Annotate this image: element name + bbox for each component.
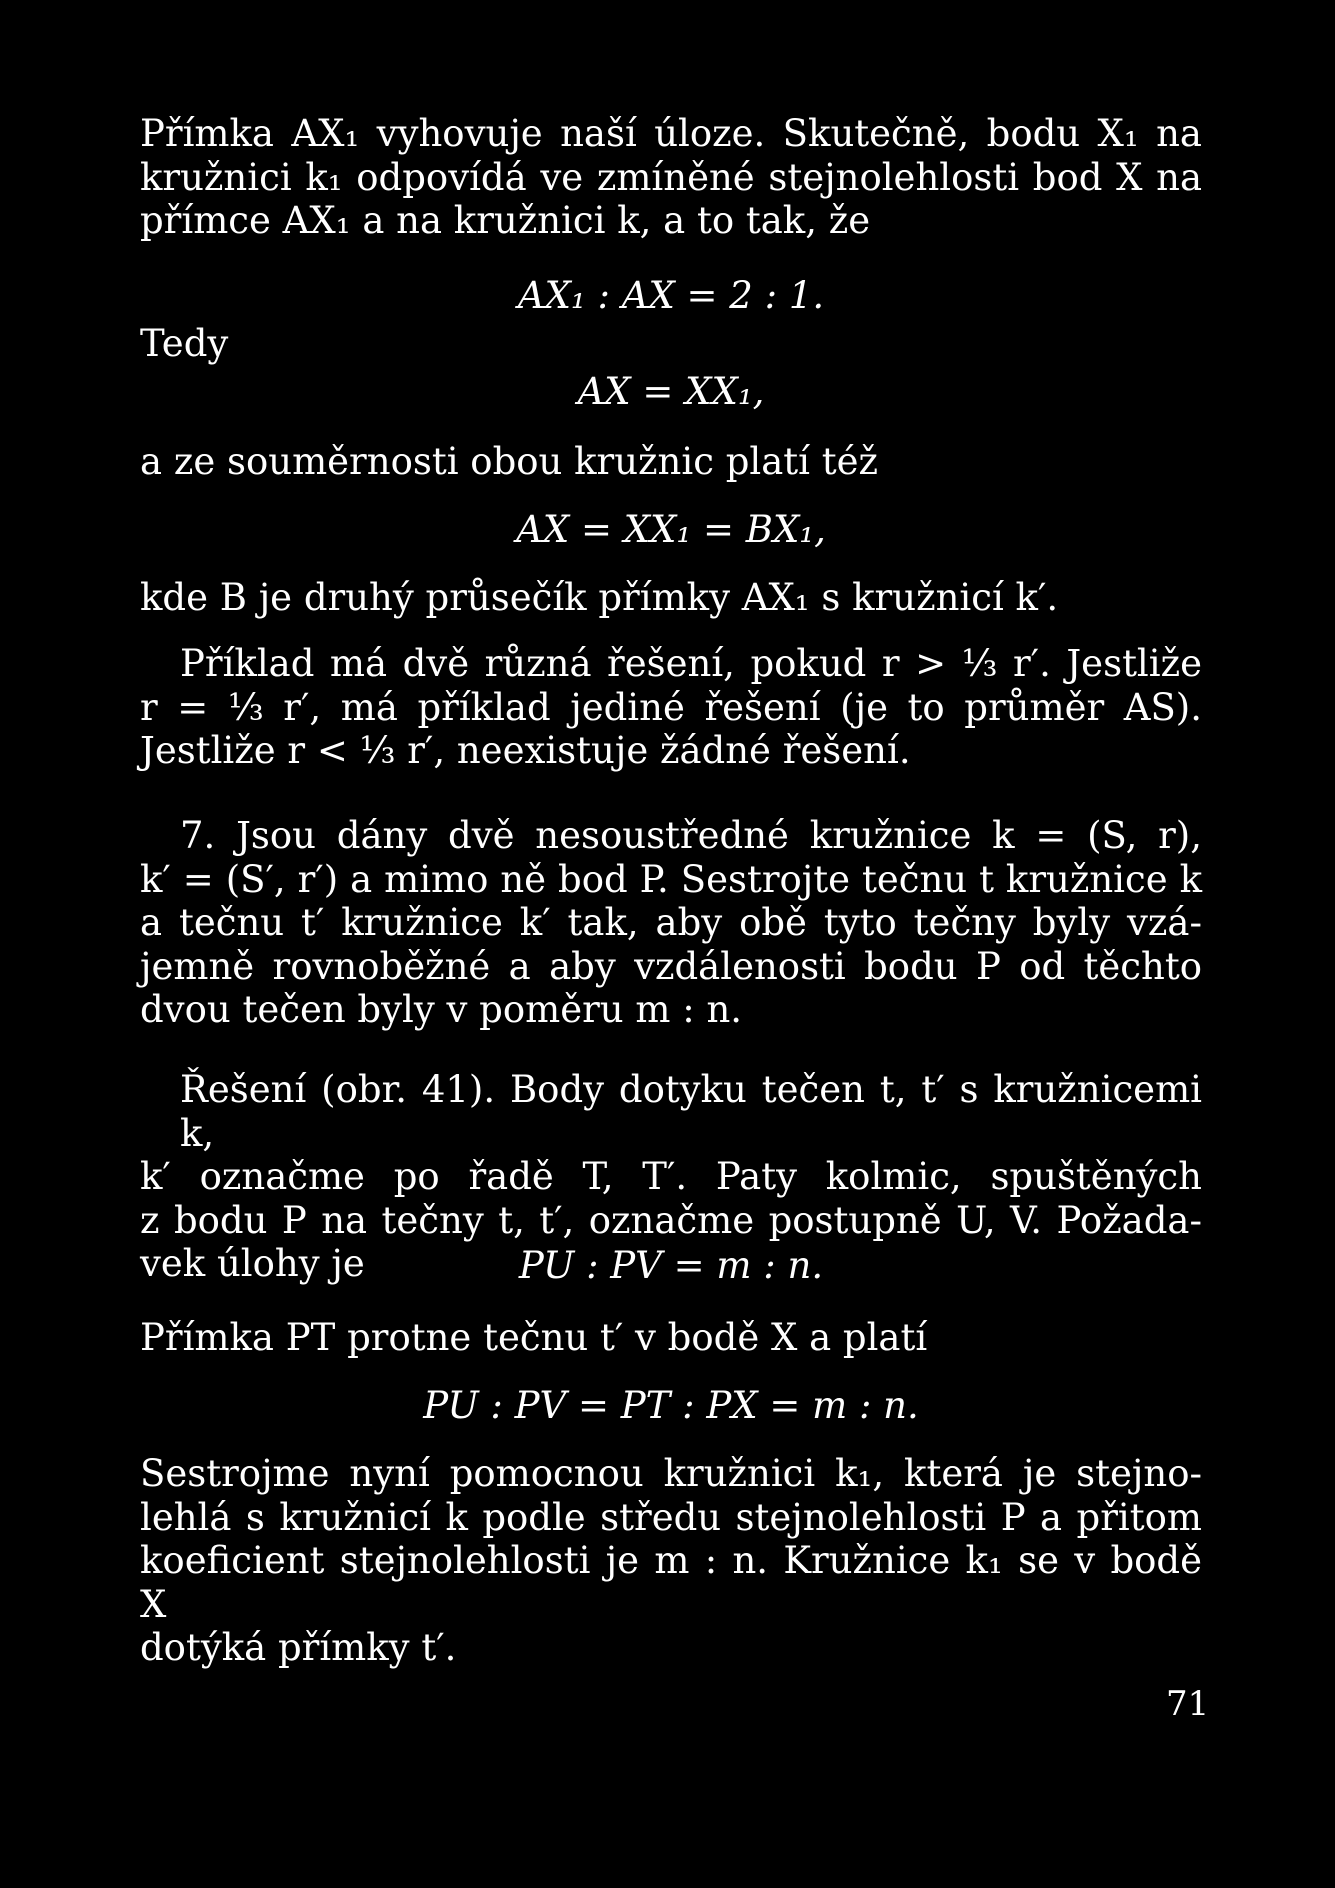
text-line: a ze souměrnosti obou kružnic platí též [140, 440, 878, 483]
paragraph-priklad [140, 642, 1202, 773]
equation-pt-px: PU : PV = PT : PX = m : n. [423, 1384, 919, 1427]
text-line: kde B je druhý průsečík přímky AX₁ s kružnicí k′. [140, 576, 1059, 619]
text-line: dvou tečen byly v poměru m : n. [140, 988, 743, 1031]
equation-pu-pv: PU : PV = m : n. [518, 1244, 824, 1287]
text-line: k′ = (S′, r′) a mimo ně bod P. Sestrojte tečnu t kružnice k [140, 857, 1202, 901]
page-number: 71 [1166, 1684, 1210, 1724]
text-line: a tečnu t′ kružnice k′ tak, aby obě tyto tečny byly vzá- [140, 901, 1202, 944]
text-primka-pt [140, 1316, 1202, 1360]
equation-ratio: AX₁ : AX = 2 : 1. [517, 274, 825, 317]
text-line: r = ⅓ r′, má příklad jediné řešení (je to průměr AS). [140, 685, 1202, 729]
text-line: lehlá s kružnicí k podle středu stejnolehlosti P a přitom [140, 1495, 1202, 1539]
text-line: Příklad má dvě různá řešení, pokud r > ⅓ r′. Jestliže [180, 642, 1202, 685]
text-line: dotýká přímky t′. [140, 1626, 457, 1669]
text-line: jemně rovnoběžné a aby vzdálenosti bodu P od těchto [140, 944, 1202, 988]
equation-ax-xx1: AX = XX₁, [577, 370, 765, 413]
text-line: přímce AX₁ a na kružnici k, a to tak, že [140, 199, 871, 242]
text-line: Tedy [140, 322, 229, 365]
text-line: vek úlohy je [140, 1242, 365, 1285]
text-line: Přímka AX₁ vyhovuje naší úloze. Skutečně, bodu X₁ na [140, 112, 1202, 155]
text-soumernost [140, 440, 1202, 484]
text-line: Přímka PT protne tečnu t′ v bodě X a platí [140, 1316, 928, 1359]
text-tedy [140, 322, 1202, 366]
text-line: Řešení (obr. 41). Body dotyku tečen t, t′ s kružnicemi k, [180, 1068, 1202, 1155]
text-line: z bodu P na tečny t, t′, označme postupně U, V. Požada- [140, 1198, 1202, 1242]
equation-bx1: AX = XX₁ = BX₁, [516, 508, 826, 551]
text-kde [140, 576, 1202, 620]
text-line: Sestrojme nyní pomocnou kružnici k₁, která je stejno- [140, 1452, 1202, 1495]
text-line: kružnici k₁ odpovídá ve zmíněné stejnolehlosti bod X na [140, 155, 1202, 199]
paragraph-task-7 [140, 814, 1202, 1032]
text-line: Jestliže r < ⅓ r′, neexistuje žádné řešení. [140, 729, 911, 772]
text-line: koeficient stejnolehlosti je m : n. Kružnice k₁ se v bodě X [140, 1539, 1202, 1626]
text-line: 7. Jsou dány dvě nesoustředné kružnice k = (S, r), [180, 814, 1202, 857]
text-line: k′ označme po řadě T, T′. Paty kolmic, spuštěných [140, 1155, 1202, 1198]
paragraph-sestrojme [140, 1452, 1202, 1670]
paragraph-top [140, 112, 1202, 243]
